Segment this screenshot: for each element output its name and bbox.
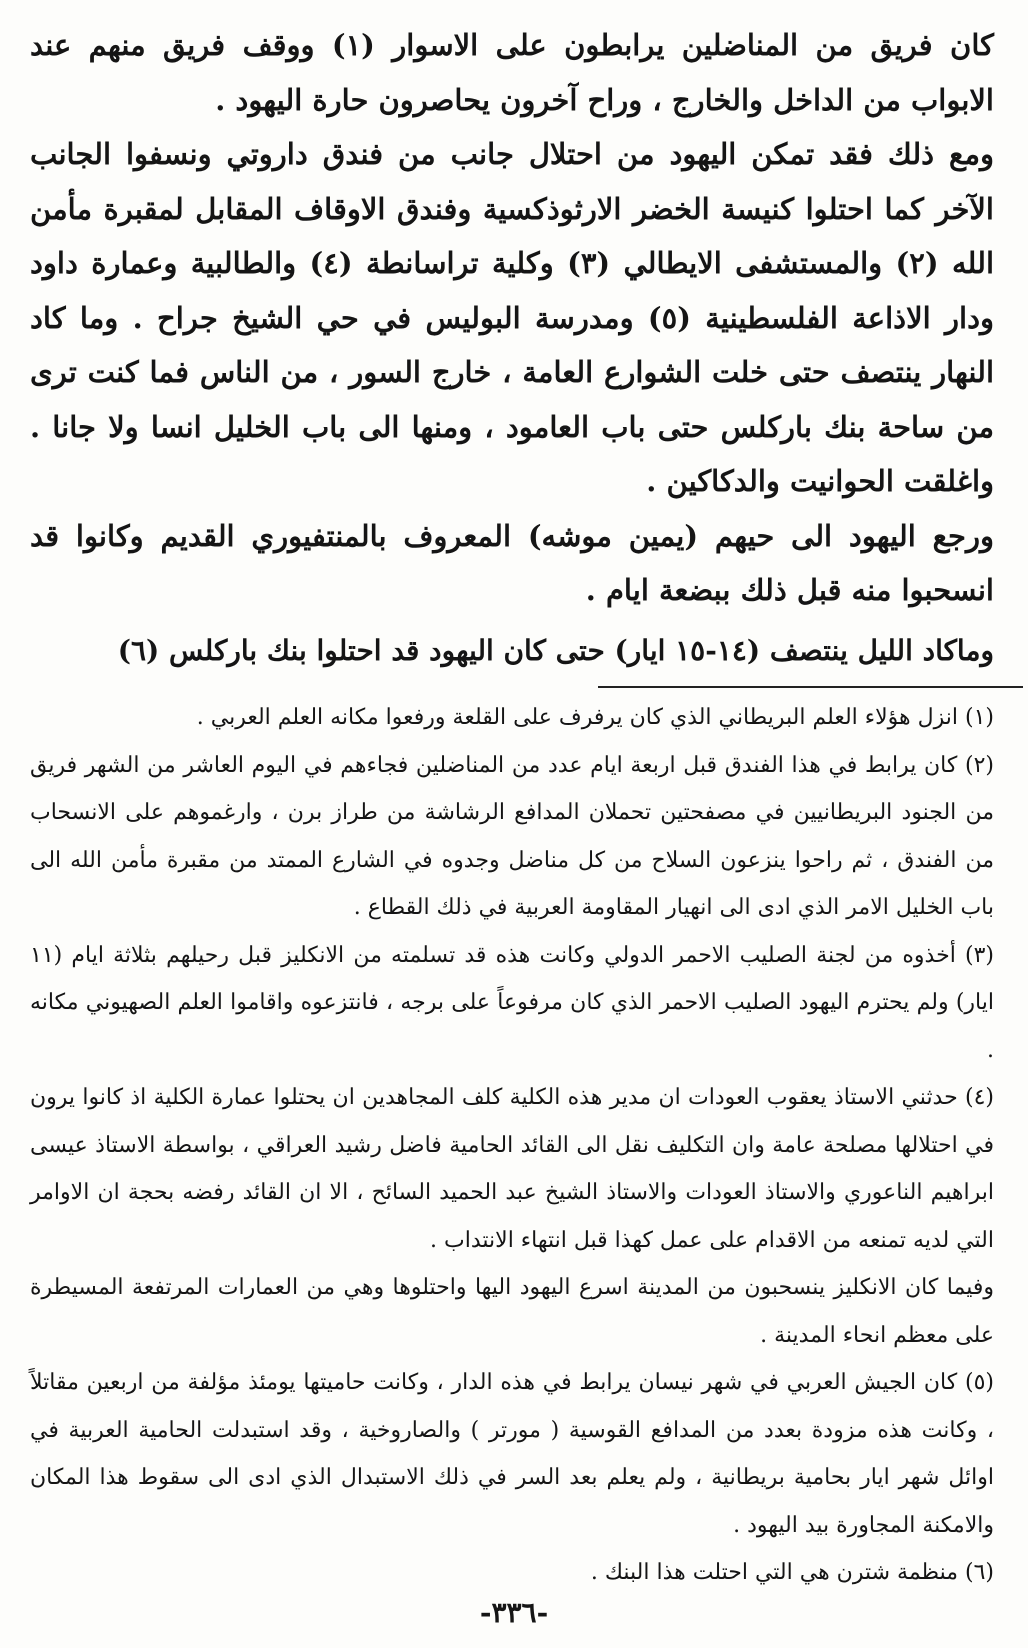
footnote-1: (١) انزل هؤلاء العلم البريطاني الذي كان يرفرف على القلعة ورفعوا مكانه العلم العربي . (196, 705, 994, 730)
footnote-4: (٤) حدثني الاستاذ يعقوب العودات ان مدير هذه الكلية كلف المجاهدين ان يحتلوا عمارة الكلية اذ كانوا يرون في احتلالها مصلحة عامة وان التكليف نقل الى القائد الحامية فاضل رشيد العراقي ، بواسطة الاستاذ عيسى ابراهيم الناعوري والاستاذ العودات والاستاذ الشيخ عبد الحميد السائح ، الا ان القائد رفضه بحجة ان الاوامر التي لديه تمنعه من الاقدام على عمل كهذا قبل انتهاء الانتداب . (30, 1085, 994, 1253)
footnote-separator (598, 686, 1023, 688)
main-text (30, 18, 994, 678)
footnote-4-continuation: وفيما كان الانكليز ينسحبون من المدينة اسرع اليهود اليها واحتلوها وهي من العمارات المرتفعة المسيطرة على معظم انحاء المدينة . (30, 1275, 994, 1348)
footnote-5: (٥) كان الجيش العربي في شهر نيسان يرابط في هذه الدار ، وكانت حاميتها يومئذ مؤلفة من اربعين مقاتلاً ، وكانت هذه مزودة بعدد من المدافع القوسية ( مورتر ) والصاروخية ، وقد استبدلت الحامية العربية في اوائل شهر ايار بحامية بريطانية ، ولم يعلم بعد السر في ذلك الاستبدال الذي ادى الى سقوط هذا المكان والامكنة المجاورة بيد اليهود . (30, 1370, 995, 1538)
paragraph-2: ومع ذلك فقد تمكن اليهود من احتلال جانب من فندق داروتي ونسفوا الجانب الآخر كما احتلوا كنيسة الخضر الارثوذكسية وفندق الاوقاف المقابل لمقبرة مأمن الله (٢) والمستشفى الايطالي (٣) وكلية تراسانطة (٤) والطالبية وعمارة داود ودار الاذاعة الفلسطينية (٥) ومدرسة البوليس في حي الشيخ جراح . وما كاد النهار ينتصف حتى خلت الشوارع العامة ، خارج السور ، من الناس فما كنت ترى من ساحة بنك باركلس حتى باب العامود ، ومنها الى باب الخليل انسا ولا جانا . واغلقت الحوانيت والدكاكين . (30, 137, 995, 498)
paragraph-1: كان فريق من المناضلين يرابطون على الاسوار (١) ووقف فريق منهم عند الابواب من الداخل والخارج ، وراح آخرون يحاصرون حارة اليهود . (30, 28, 994, 117)
footnote-2: (٢) كان يرابط في هذا الفندق قبل اربعة ايام عدد من المناضلين فجاءهم في اليوم العاشر من الشهر فريق من الجنود البريطانيين في مصفحتين تحملان المدافع الرشاشة من طراز برن ، وارغموهم على الانسحاب من الفندق ، ثم راحوا ينزعون السلاح من كل مناضل وجدوه في الشارع الممتد من مقبرة مأمن الله الى باب الخليل الامر الذي ادى الى انهيار المقاومة العربية في ذلك القطاع . (30, 752, 994, 920)
paragraph-3: ورجع اليهود الى حيهم (يمين موشه) المعروف بالمنتفيوري القديم وكانوا قد انسحبوا منه قبل ذلك ببضعة ايام . (30, 518, 994, 607)
footnote-6: (٦) منظمة شترن هي التي احتلت هذا البنك . (590, 1560, 994, 1585)
footnote-3: (٣) أخذوه من لجنة الصليب الاحمر الدولي وكانت هذه قد تسلمته من الانكليز قبل رحيلهم بثلاثة ايام (١١ ايار) ولم يحترم اليهود الصليب الاحمر الذي كان مرفوعاً على برجه ، فانتزعوه واقاموا العلم الصهيوني مكانه . (30, 942, 994, 1063)
footnotes (30, 694, 994, 1597)
paragraph-4: وماكاد الليل ينتصف (١٤-١٥ ايار) حتى كان اليهود قد احتلوا بنك باركلس (٦) (117, 633, 994, 667)
page-number: -٣٣٦- (479, 1596, 549, 1629)
